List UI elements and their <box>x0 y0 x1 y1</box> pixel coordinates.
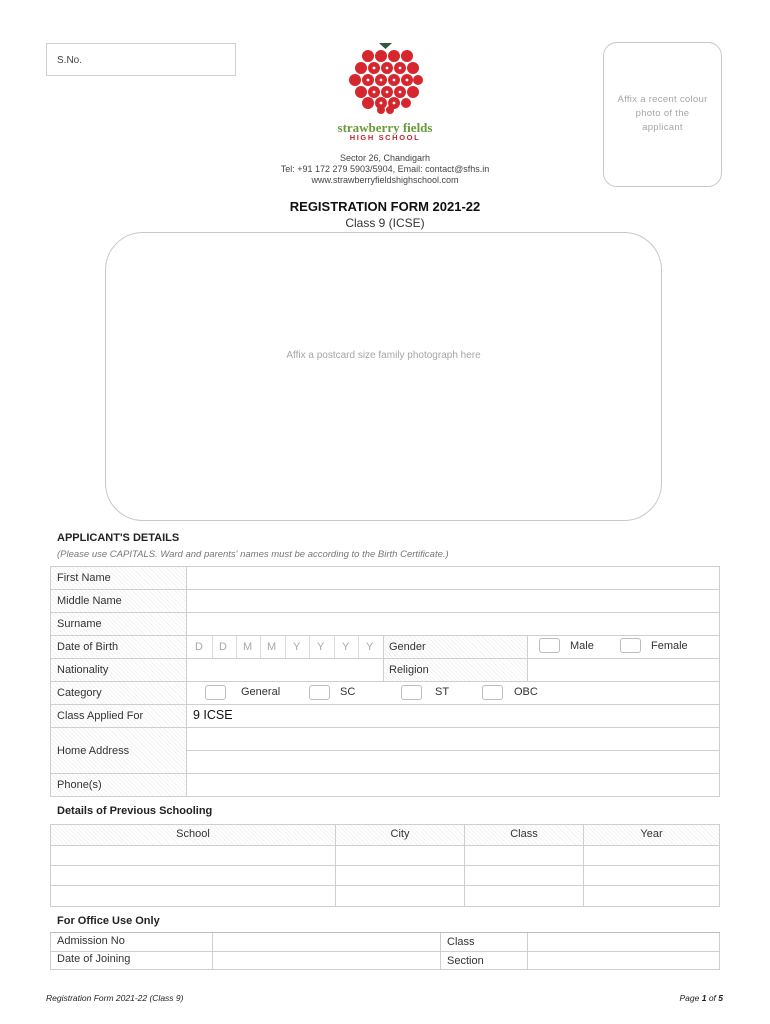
date-of-joining-label: Date of Joining <box>57 953 131 965</box>
address-line-3: www.strawberryfieldshighschool.com <box>311 175 459 185</box>
applicant-photo-box <box>603 42 722 187</box>
male-label: Male <box>570 640 594 652</box>
home-address-label: Home Address <box>57 745 130 757</box>
st-checkbox[interactable] <box>401 685 422 700</box>
address-line-1: Sector 26, Chandigarh <box>339 153 431 163</box>
sc-checkbox[interactable] <box>309 685 330 700</box>
footer-form-name: Registration Form 2021-22 (Class 9) <box>46 993 184 1003</box>
family-photo-text: Affix a postcard size family photograph here <box>286 350 481 361</box>
serial-number-box[interactable] <box>46 43 236 76</box>
previous-schooling-heading: Details of Previous Schooling <box>57 805 213 817</box>
nationality-label: Nationality <box>57 664 109 676</box>
school-name: strawberry fields <box>337 120 433 135</box>
class-cell[interactable] <box>464 885 584 907</box>
section-field[interactable] <box>527 951 720 970</box>
school-cell[interactable] <box>50 885 336 907</box>
applicant-details-heading: APPLICANT'S DETAILS <box>57 532 180 544</box>
general-checkbox[interactable] <box>205 685 226 700</box>
dob-separator <box>212 636 213 658</box>
nationality-field[interactable] <box>186 658 384 682</box>
applicant-details-note: (Please use CAPITALS. Ward and parents' names must be according to the Birth Certificate.) <box>57 549 449 560</box>
school-cell[interactable] <box>50 845 336 866</box>
female-checkbox[interactable] <box>620 638 641 653</box>
dob-year-placeholder: Y <box>317 641 325 653</box>
year-cell[interactable] <box>583 865 720 886</box>
school-cell[interactable] <box>50 865 336 886</box>
page-current: 1 <box>701 993 707 1003</box>
dob-separator <box>260 636 261 658</box>
general-label: General <box>241 686 281 698</box>
form-subtitle: Class 9 (ICSE) <box>345 216 425 230</box>
dob-day-placeholder: D <box>219 641 227 653</box>
religion-label: Religion <box>389 664 429 676</box>
address-line-2: Tel: +91 172 279 5903/5904, Email: contact@sfhs.in <box>280 164 490 174</box>
dob-month-placeholder: M <box>267 641 277 653</box>
phones-label: Phone(s) <box>57 779 102 791</box>
obc-label: OBC <box>514 686 538 698</box>
page-total: 5 <box>718 993 723 1003</box>
gender-label: Gender <box>389 641 426 653</box>
surname-label: Surname <box>57 618 102 630</box>
dob-label: Date of Birth <box>57 641 119 653</box>
class-cell[interactable] <box>464 865 584 886</box>
religion-field[interactable] <box>527 658 720 682</box>
surname-field[interactable] <box>186 612 720 636</box>
male-checkbox[interactable] <box>539 638 560 653</box>
category-label: Category <box>57 687 102 699</box>
admission-no-field[interactable] <box>212 933 441 952</box>
class-applied-label: Class Applied For <box>57 710 144 722</box>
dob-month-placeholder: M <box>243 641 253 653</box>
dob-separator <box>236 636 237 658</box>
st-label: ST <box>435 686 450 698</box>
dob-year-placeholder: Y <box>293 641 301 653</box>
year-cell[interactable] <box>583 845 720 866</box>
middle-name-field[interactable] <box>186 589 720 613</box>
city-column-header: City <box>390 828 410 840</box>
first-name-label: First Name <box>57 572 111 584</box>
sc-label: SC <box>340 686 356 698</box>
office-class-field[interactable] <box>527 933 720 952</box>
office-class-label: Class <box>447 936 475 948</box>
dob-separator <box>358 636 359 658</box>
middle-name-label: Middle Name <box>57 595 122 607</box>
obc-checkbox[interactable] <box>482 685 503 700</box>
section-label: Section <box>447 955 484 967</box>
applicant-photo-text: Affix a recent colour photo of the applicant <box>617 94 708 133</box>
serial-number-label: S.No. <box>57 55 83 66</box>
home-address-line-2[interactable] <box>186 750 720 774</box>
footer-page-number <box>680 993 724 1003</box>
year-column-header: Year <box>640 828 663 840</box>
city-cell[interactable] <box>335 845 465 866</box>
school-column-header: School <box>176 828 210 840</box>
dob-separator <box>309 636 310 658</box>
dob-separator <box>285 636 286 658</box>
first-name-field[interactable] <box>186 566 720 590</box>
phones-field[interactable] <box>186 773 720 797</box>
year-cell[interactable] <box>583 885 720 907</box>
class-column-header: Class <box>510 828 538 840</box>
dob-day-placeholder: D <box>195 641 203 653</box>
form-title: REGISTRATION FORM 2021-22 <box>289 199 481 214</box>
school-logo-icon <box>348 42 423 114</box>
home-address-line-1[interactable] <box>186 727 720 751</box>
date-of-joining-field[interactable] <box>212 951 441 970</box>
city-cell[interactable] <box>335 865 465 886</box>
school-subtitle: HIGH SCHOOL <box>349 133 421 142</box>
family-photo-box <box>105 232 662 521</box>
office-use-heading: For Office Use Only <box>57 915 160 927</box>
city-cell[interactable] <box>335 885 465 907</box>
admission-no-label: Admission No <box>57 935 125 947</box>
female-label: Female <box>651 640 688 652</box>
page-of: of <box>706 993 719 1003</box>
class-cell[interactable] <box>464 845 584 866</box>
dob-separator <box>334 636 335 658</box>
class-applied-value: 9 ICSE <box>193 708 233 722</box>
dob-year-placeholder: Y <box>366 641 374 653</box>
page-prefix: Page <box>679 993 702 1003</box>
dob-year-placeholder: Y <box>342 641 350 653</box>
class-applied-field[interactable] <box>186 704 720 728</box>
